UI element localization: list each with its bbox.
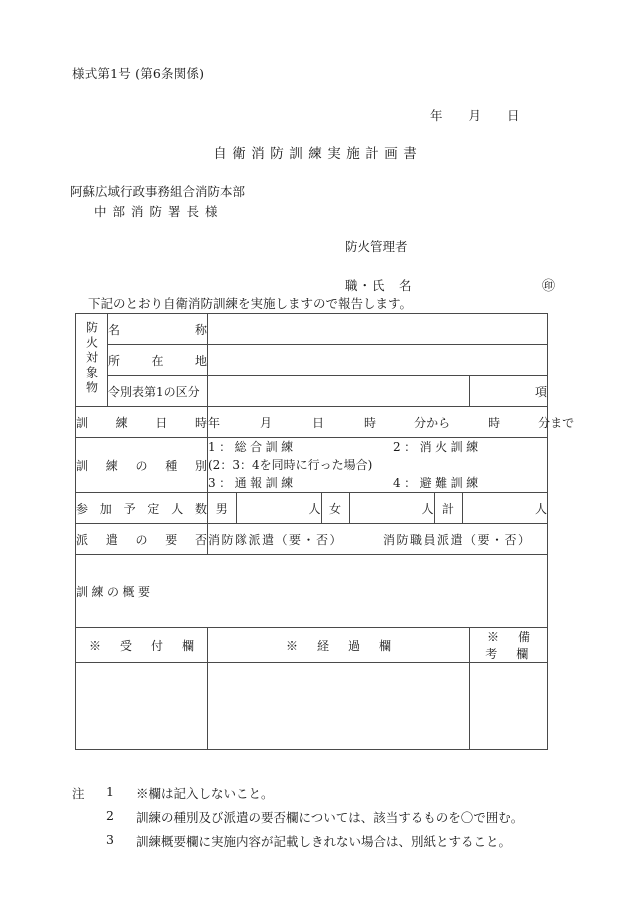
addressee-office: 中部消防署長様 [94, 204, 224, 219]
table-row-name [76, 314, 548, 345]
fire-manager-name-label: 職・氏 名 [345, 278, 413, 293]
label-dispatch: 派遣の要否 [76, 524, 208, 555]
datetime-year: 年 [208, 415, 221, 430]
label-name: 名称 [108, 314, 208, 345]
participants-cell [208, 493, 548, 524]
field-dispatch[interactable] [208, 524, 548, 555]
kind-line-1 [208, 438, 547, 456]
note-item [72, 784, 523, 802]
datetime-minute-to: 分まで [538, 415, 575, 430]
kind-note-line [208, 456, 547, 474]
kind-note: (2：3：4を同時に行った場合) [208, 458, 373, 472]
field-female-count[interactable] [349, 493, 434, 523]
table-row-footer-heads [76, 628, 548, 663]
datetime-hour-to: 時 [488, 415, 501, 430]
field-kubun-value[interactable] [208, 376, 470, 407]
note-item [72, 832, 523, 850]
field-male-count[interactable] [236, 493, 321, 523]
object-vertical-label: 防火対象物 [76, 314, 108, 407]
datetime-minute-from: 分から [414, 415, 451, 430]
date-year-label: 年 [430, 108, 443, 123]
note-item [72, 808, 523, 826]
note-number: 3 [106, 832, 114, 847]
datetime-hour-from: 時 [364, 415, 377, 430]
field-name-value[interactable] [208, 314, 548, 345]
label-kubun-ko: 項 [470, 376, 548, 407]
note-text: 訓練の種別及び派遣の要否欄については、該当するものを〇で囲む。 [136, 810, 524, 825]
form-number: 様式第1号 (第6条関係) [72, 66, 205, 81]
label-total: 計 [434, 493, 462, 523]
table-row-kind [76, 438, 548, 493]
unit-total: 人 [534, 501, 547, 516]
table-row-outline [76, 555, 548, 628]
table-row-footer-bodies [76, 663, 548, 750]
field-drill-outline[interactable] [76, 555, 548, 628]
table-row-datetime [76, 407, 548, 438]
lead-sentence: 下記のとおり自衛消防訓練を実施しますので報告します。 [88, 296, 413, 311]
date-line [430, 106, 520, 124]
field-total-count[interactable] [462, 493, 547, 523]
kind-line-2 [208, 474, 547, 492]
table-row-kubun [76, 376, 548, 407]
kind-option-3[interactable]: 3：通報訓練 [208, 476, 297, 490]
addressee-organization: 阿蘇広域行政事務組合消防本部 [70, 184, 246, 199]
dispatch-team-option[interactable]: 消防隊派遣（要・否） [208, 532, 344, 547]
note-number: 2 [106, 808, 114, 823]
page-title: 自衛消防訓練実施計画書 [213, 146, 423, 162]
drill-plan-table [75, 313, 575, 750]
note-text: 訓練概要欄に実施内容が記載しきれない場合は、別紙とすること。 [136, 834, 512, 849]
notes-label: 注 [72, 786, 85, 801]
unit-female: 人 [421, 501, 434, 516]
footer-field-reception[interactable] [76, 663, 208, 750]
footer-head-remarks: ※ 備 考 欄 [470, 628, 548, 663]
label-male: 男 [208, 493, 236, 523]
datetime-day: 日 [312, 415, 325, 430]
label-drill-outline: 訓練の概要 [76, 584, 154, 599]
kind-option-4[interactable]: 4：避難訓練 [393, 476, 482, 490]
footer-field-progress[interactable] [208, 663, 470, 750]
seal-icon: ㊞ [541, 279, 555, 294]
notes-section [72, 784, 523, 856]
note-number: 1 [106, 784, 114, 799]
date-month-label: 月 [468, 108, 482, 123]
kind-option-1[interactable]: 1：総合訓練 [208, 440, 297, 454]
footer-field-remarks[interactable] [470, 663, 548, 750]
table-row-location [76, 345, 548, 376]
fire-manager-role-label: 防火管理者 [345, 239, 408, 254]
label-kubun: 令別表第1の区分 [108, 376, 208, 407]
note-text: ※欄は記入しないこと。 [136, 786, 274, 801]
field-location-value[interactable] [208, 345, 548, 376]
fire-manager-name-row [345, 276, 555, 294]
label-drill-kind: 訓練の種別 [76, 438, 208, 493]
label-participants: 参加予定人数 [76, 493, 208, 524]
label-location: 所在地 [108, 345, 208, 376]
kind-option-2[interactable]: 2：消火訓練 [393, 440, 482, 454]
field-drill-datetime[interactable] [208, 407, 575, 438]
date-day-label: 日 [507, 108, 520, 123]
unit-male: 人 [308, 501, 321, 516]
dispatch-staff-option[interactable]: 消防職員派遣（要・否） [383, 532, 532, 547]
field-drill-kind[interactable] [208, 438, 548, 493]
label-female: 女 [321, 493, 349, 523]
footer-head-progress: ※ 経 過 欄 [208, 628, 470, 663]
table-row-participants [76, 493, 548, 524]
footer-head-reception: ※ 受 付 欄 [76, 628, 208, 663]
table-row-dispatch [76, 524, 548, 555]
datetime-month: 月 [260, 415, 273, 430]
label-drill-datetime: 訓練日時 [76, 407, 208, 438]
